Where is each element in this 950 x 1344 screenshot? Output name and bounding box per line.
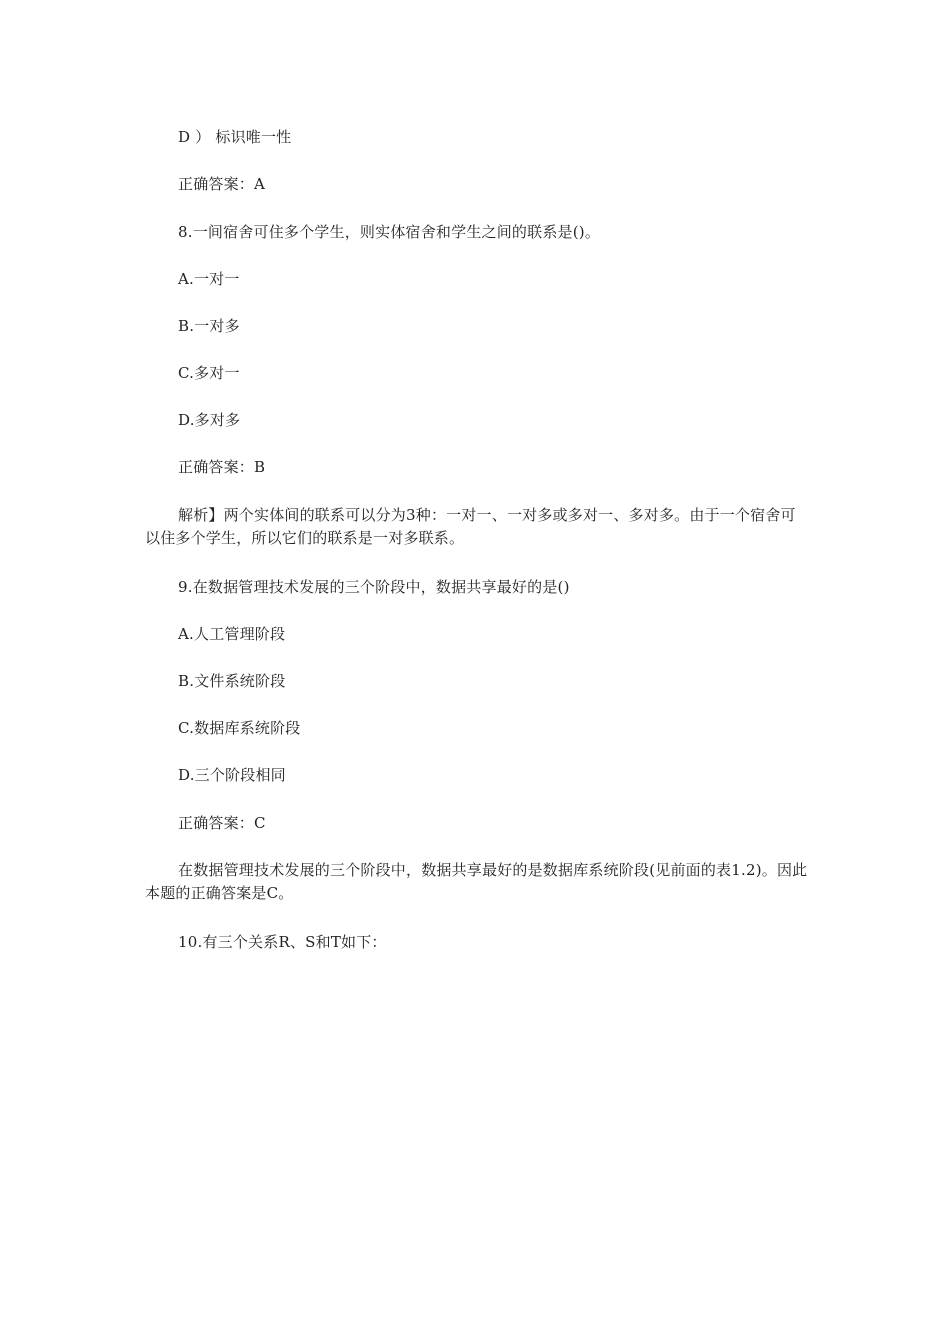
q8-option-a: A.一对一 (178, 270, 240, 288)
q9-option-c: C.数据库系统阶段 (178, 719, 301, 737)
q9-option-b: B.文件系统阶段 (178, 672, 286, 690)
q8-explanation: 解析】两个实体间的联系可以分为3种：一对一、一对多或多对一、多对多。由于一个宿舍可以住多个学生，所以它们的联系是一对多联系。 (145, 506, 796, 547)
q8-answer: 正确答案：B (178, 458, 266, 476)
question-9: 9.在数据管理技术发展的三个阶段中，数据共享最好的是() (178, 578, 570, 596)
q9-option-d: D.三个阶段相同 (178, 766, 286, 784)
option-d-previous: D ） 标识唯一性 (178, 128, 292, 146)
q9-explanation: 在数据管理技术发展的三个阶段中，数据共享最好的是数据库系统阶段(见前面的表1.2)。因此本题的正确答案是C。 (145, 861, 808, 902)
q8-option-d: D.多对多 (178, 411, 241, 429)
q9-answer: 正确答案：C (178, 814, 266, 832)
question-10: 10.有三个关系R、S和T如下： (178, 933, 387, 951)
answer-previous: 正确答案：A (178, 175, 266, 193)
question-8: 8.一间宿舍可住多个学生，则实体宿舍和学生之间的联系是()。 (178, 223, 601, 241)
q9-option-a: A.人工管理阶段 (178, 625, 286, 643)
q8-option-c: C.多对一 (178, 364, 240, 382)
q8-option-b: B.一对多 (178, 317, 240, 335)
